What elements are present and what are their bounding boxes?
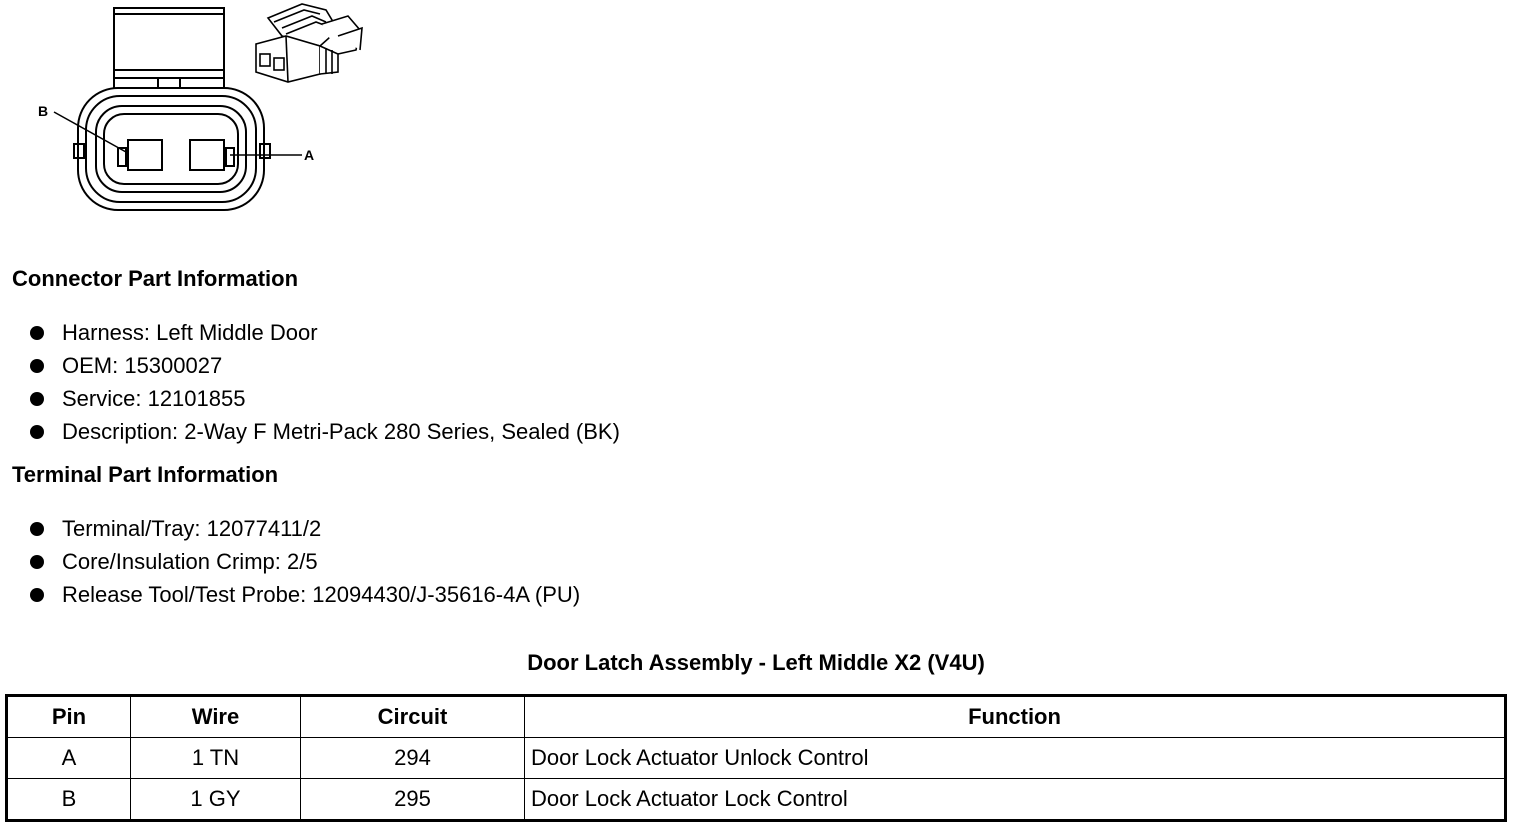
pin-a-callout: A <box>304 147 315 163</box>
list-item <box>28 349 620 382</box>
connector-face-drawing <box>54 8 302 210</box>
bullet-icon <box>30 392 44 406</box>
description-text: Description: 2-Way F Metri-Pack 280 Series, Sealed (BK) <box>62 419 620 444</box>
connector-part-list <box>28 316 620 448</box>
release-tool-text: Release Tool/Test Probe: 12094430/J-35616-4A (PU) <box>62 582 581 607</box>
connector-part-heading: Connector Part Information <box>12 266 299 291</box>
crimp-text: Core/Insulation Crimp: 2/5 <box>62 549 318 574</box>
pin-cell: B <box>7 779 131 821</box>
connector-diagram <box>20 0 380 230</box>
function-cell: Door Lock Actuator Lock Control <box>525 779 1506 821</box>
oem-text: OEM: 15300027 <box>62 353 223 378</box>
pin-b-callout: B <box>38 103 49 119</box>
harness-text: Harness: Left Middle Door <box>62 320 318 345</box>
terminal-part-heading: Terminal Part Information <box>12 462 279 487</box>
circuit-cell: 295 <box>301 779 525 821</box>
wire-cell: 1 TN <box>131 738 301 779</box>
bullet-icon <box>30 359 44 373</box>
pinout-table <box>5 694 1507 822</box>
service-text: Service: 12101855 <box>62 386 246 411</box>
column-header-circuit: Circuit <box>301 696 525 738</box>
bullet-icon <box>30 522 44 536</box>
table-header-row <box>7 696 1506 738</box>
function-cell: Door Lock Actuator Unlock Control <box>525 738 1506 779</box>
pin-cell: A <box>7 738 131 779</box>
circuit-cell: 294 <box>301 738 525 779</box>
column-header-wire: Wire <box>131 696 301 738</box>
terminal-part-list <box>28 512 580 611</box>
bullet-icon <box>30 588 44 602</box>
bullet-icon <box>30 555 44 569</box>
list-item <box>28 545 580 578</box>
terminal-tray-text: Terminal/Tray: 12077411/2 <box>62 516 322 541</box>
connector-isometric-drawing <box>256 4 362 82</box>
list-item <box>28 415 620 448</box>
table-row <box>7 779 1506 821</box>
bullet-icon <box>30 425 44 439</box>
table-title: Door Latch Assembly - Left Middle X2 (V4U) <box>527 650 985 675</box>
list-item <box>28 316 620 349</box>
table-row <box>7 738 1506 779</box>
bullet-icon <box>30 326 44 340</box>
list-item <box>28 512 580 545</box>
column-header-function: Function <box>525 696 1506 738</box>
list-item <box>28 382 620 415</box>
column-header-pin: Pin <box>7 696 131 738</box>
wire-cell: 1 GY <box>131 779 301 821</box>
list-item <box>28 578 580 611</box>
